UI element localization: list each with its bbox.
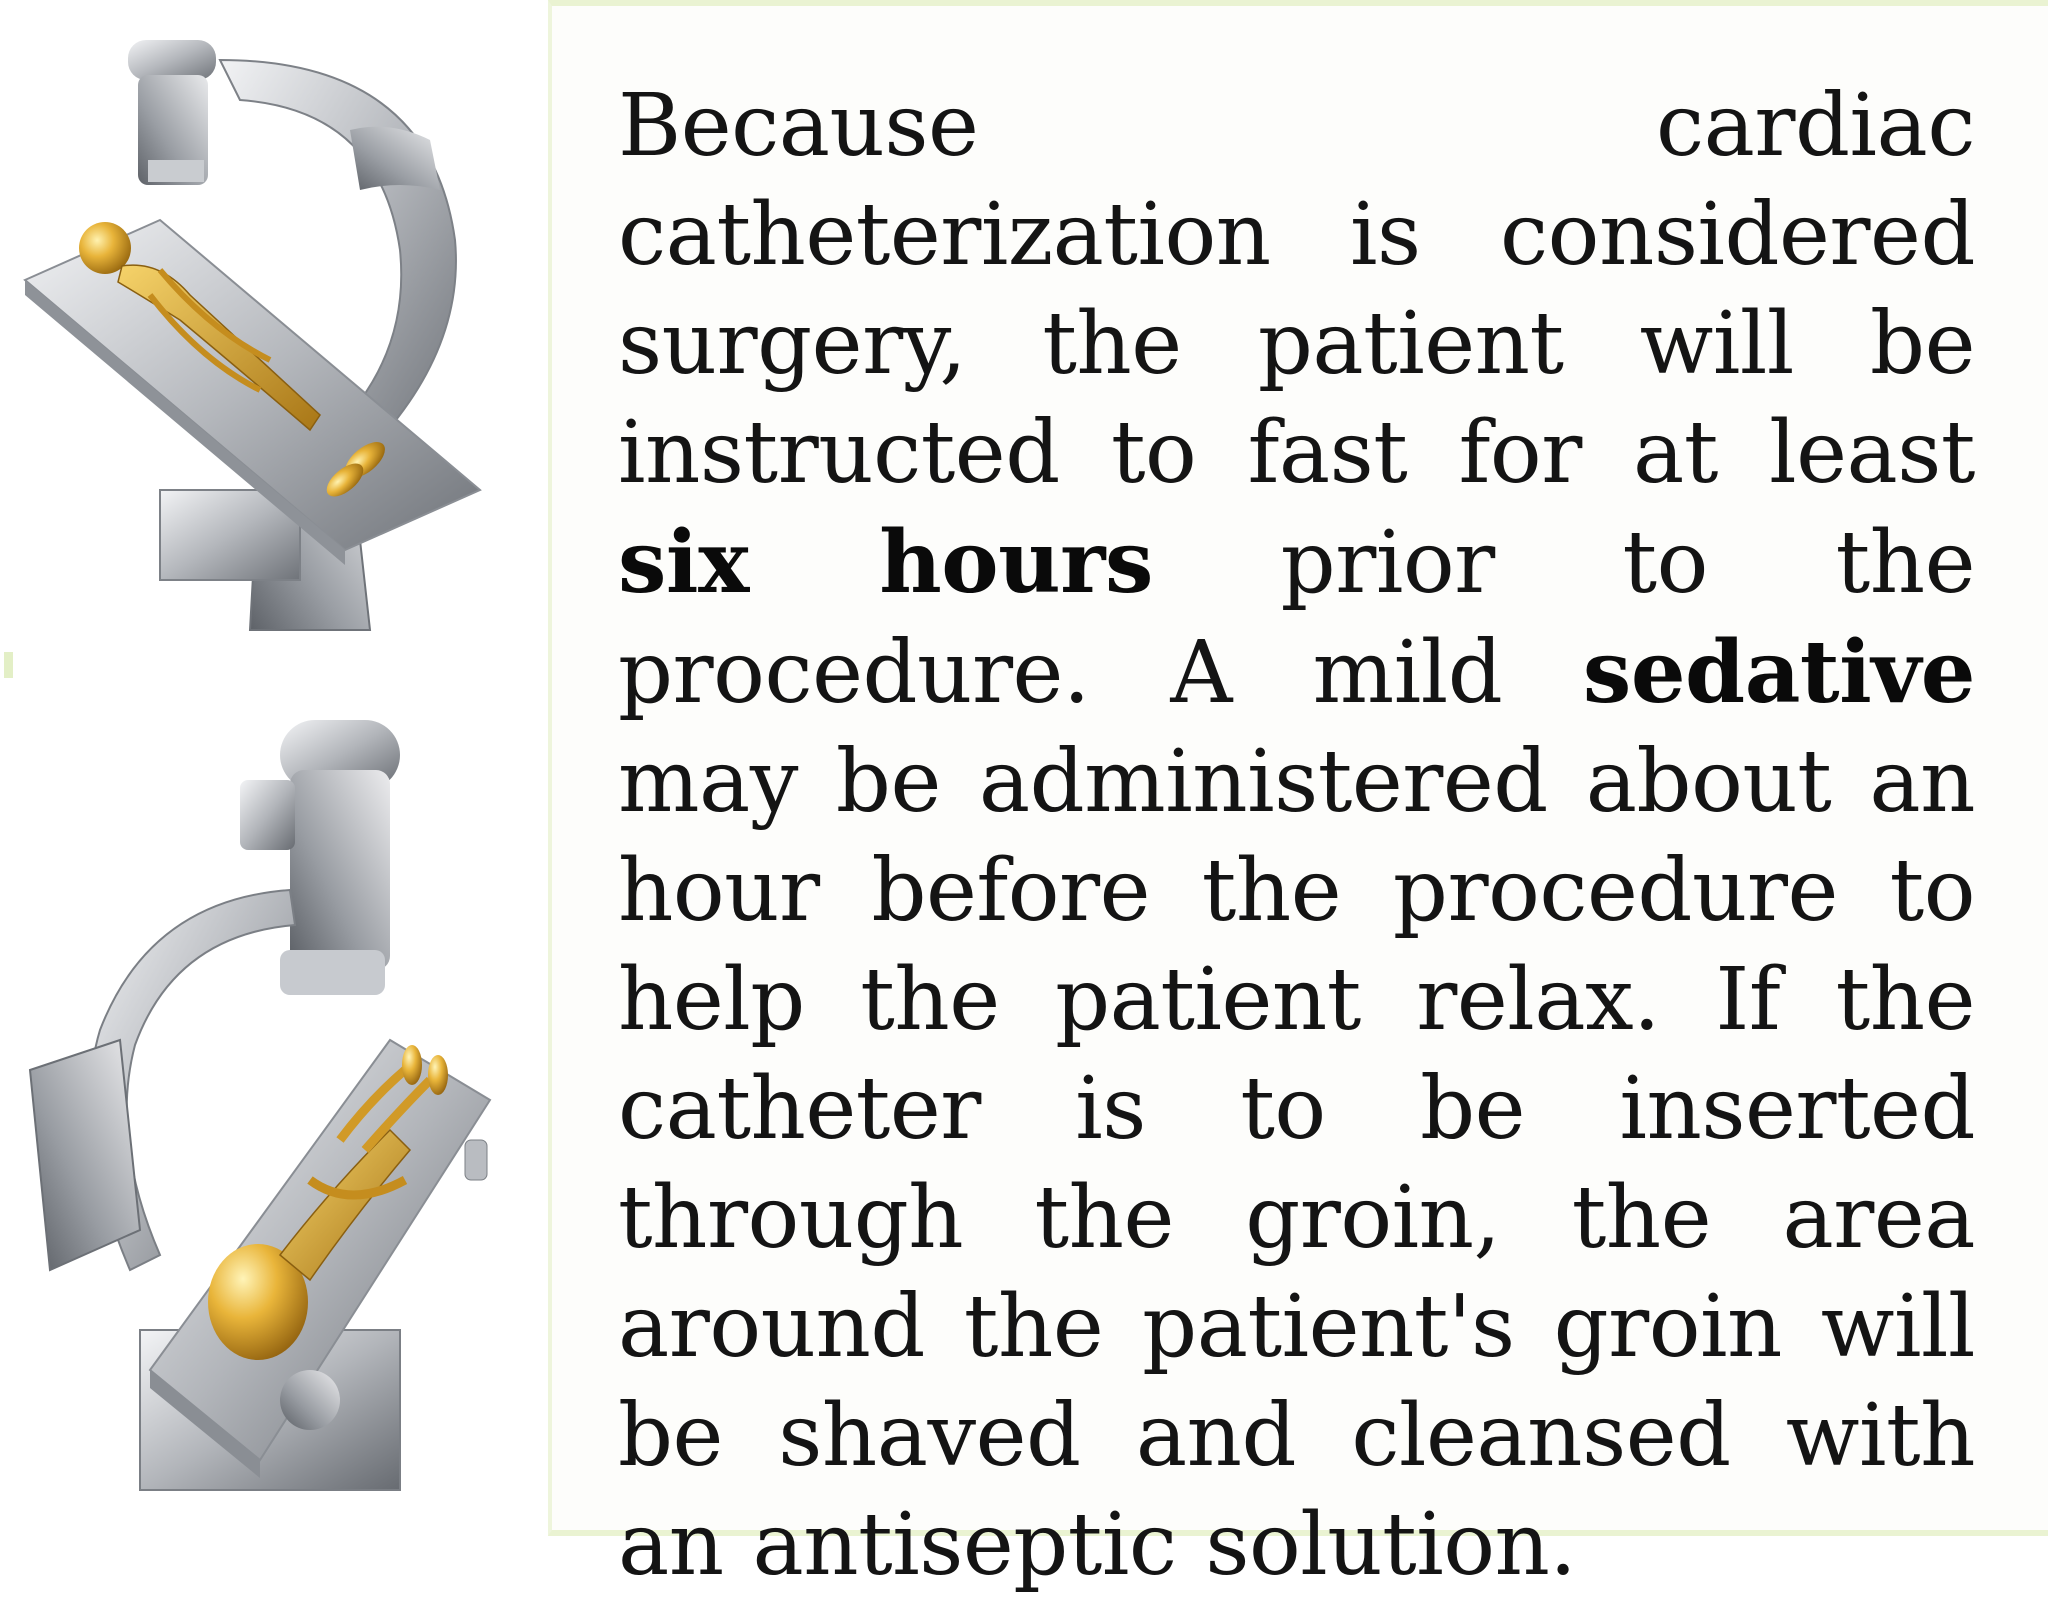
body-text-part-2: prior to the procedure. A mild: [618, 513, 1975, 723]
body-text-part-1: Because cardiac catheterization is considered surgery, the patient will be instructed to fast for at least: [618, 76, 1975, 503]
body-text-part-3: may be administered about an hour before the procedure to help the patient relax. If the catheter is to be inserted through the groin, the area around the patient's groin will be shaved and cleansed with an antiseptic solution.: [618, 732, 1975, 1595]
emphasis-sedative: sedative: [1582, 622, 1975, 723]
catheterization-machine-top-illustration: [10, 20, 495, 640]
slide-body-text: [618, 72, 1975, 1600]
accent-mark: [4, 652, 13, 678]
catheterization-machine-bottom-illustration: [10, 710, 510, 1520]
illustration-column: [0, 0, 548, 1536]
emphasis-six-hours: six hours: [618, 512, 1153, 613]
